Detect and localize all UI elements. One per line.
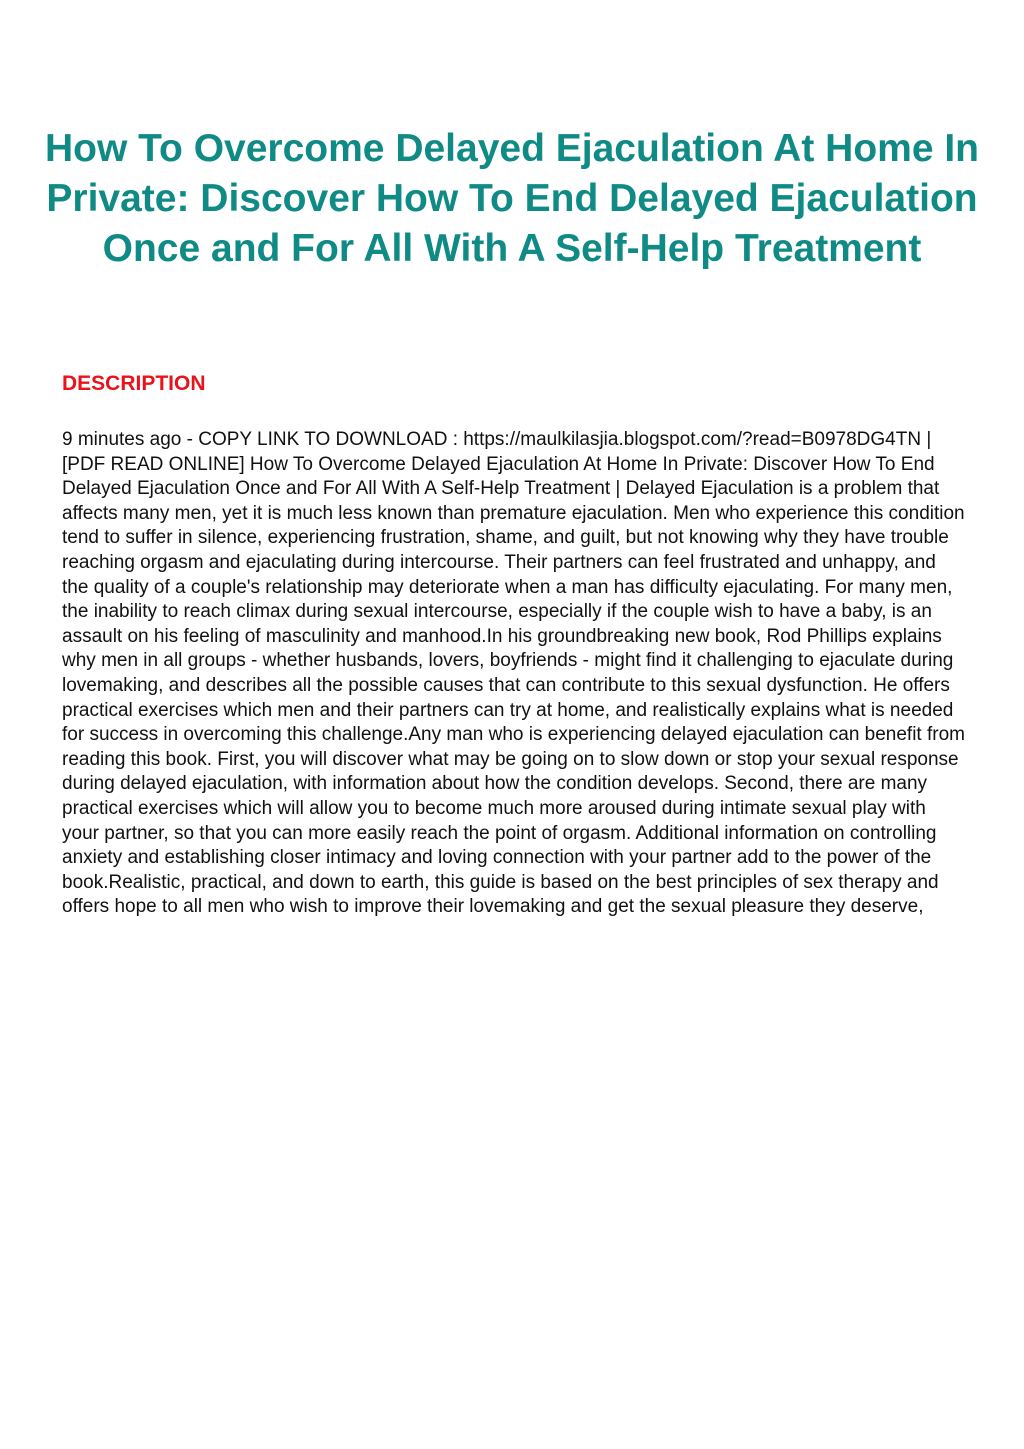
description-text: 9 minutes ago - COPY LINK TO DOWNLOAD : https://maulkilasjia.blogspot.com/?read=B0978DG4TN | [PDF READ ONLINE] How To Overcome Delayed Ejaculation At Home In Private: Discover How To End Delayed Ejaculation Once and For All With A Self-Help Treatment | Delayed Ejaculation is a problem that affects many men, yet it is much less known than premature ejaculation. Men who experience this condition tend to suffer in silence, experiencing frustration, shame, and guilt, but not knowing why they have trouble reaching orgasm and ejaculating during intercourse. Their partners can feel frustrated and unhappy, and the quality of a couple's relationship may deteriorate when a man has difficulty ejaculating. For many men, the inability to reach climax during sexual intercourse, especially if the couple wish to have a baby, is an assault on his feeling of masculinity and manhood.In his groundbreaking new book, Rod Phillips explains why men in all groups - whether husbands, lovers, boyfriends - might find it challenging to ejaculate during lovemaking, and describes all the possible causes that can contribute to this sexual dysfunction. He offers practical exercises which men and their partners can try at home, and realistically explains what is needed for success in overcoming this challenge.Any man who is experiencing delayed ejaculation can benefit from reading this book. First, you will discover what may be going on to slow down or stop your sexual response during delayed ejaculation, with information about how the condition develops. Second, there are many practical exercises which will allow you to become much more aroused during intimate sexual play with your partner, so that you can more easily reach the point of orgasm. Additional information on controlling anxiety and establishing closer intimacy and loving connection with your partner add to the power of the book.Realistic, practical, and down to earth, this guide is based on the best principles of sex therapy and offers hope to all men who wish to improve their lovemaking and get the sexual pleasure they deserve, xyxy=(62,429,965,918)
document-title: How To Overcome Delayed Ejaculation At Home In Private: Discover How To End Delayed Ejaculation Once and For All With A Self-Help Treatment xyxy=(44,127,980,270)
description-heading: DESCRIPTION xyxy=(62,372,206,395)
